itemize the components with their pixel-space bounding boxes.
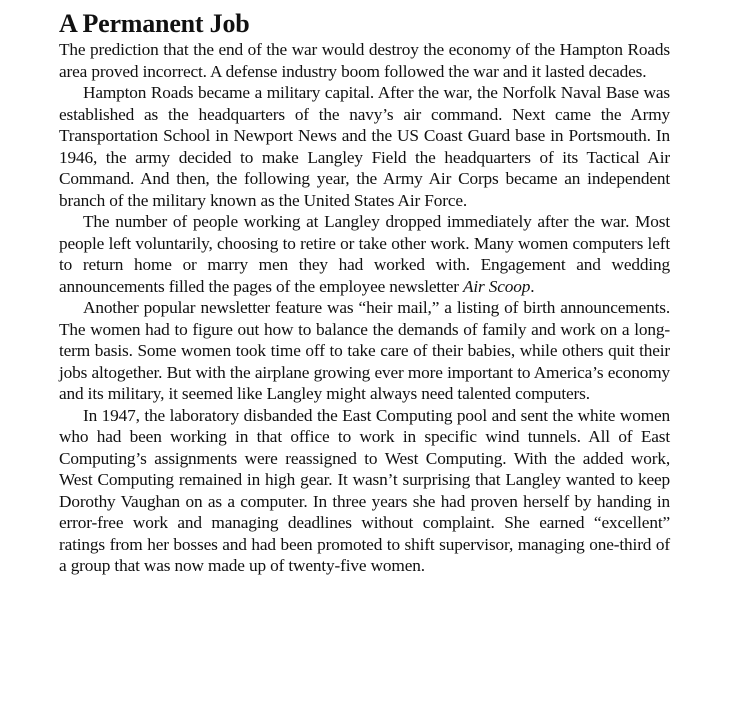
paragraph-5: In 1947, the laboratory disbanded the East Computing pool and sent the white women who had been working in that office to work in specific wind tunnels. All of East Computing’s assignments were reassigned to West Computing. With the added work, West Computing remained in high gear. It wasn’t surprising that Langley wanted to keep Dorothy Vaughan on as a computer. In three years she had proven herself by handing in error-free work and managing deadlines without complaint. She earned “excellent” ratings from her bosses and had been promoted to shift supervisor, managing one-third of a group that was now made up of twenty-five women. xyxy=(59,405,670,575)
paragraph-3 xyxy=(59,211,670,297)
paragraph-3-text: The number of people working at Langley dropped immediately after the war. Most people left voluntarily, choosing to retire or take other work. Many women computers left to return home or marry men they had worked with. Engagement and wedding announcements filled the pages of the employee newsletter xyxy=(59,212,670,296)
newsletter-title-italic: Air Scoop xyxy=(462,276,531,296)
document-page xyxy=(59,9,670,577)
paragraph-3-end: . xyxy=(530,276,535,296)
section-title: A Permanent Job xyxy=(59,9,250,38)
paragraph-4: Another popular newsletter feature was “heir mail,” a listing of birth announcements. The women had to figure out how to balance the demands of family and work on a long-term basis. Some women took time off to take care of their babies, while others quit their jobs altogether. But with the airplane growing ever more important to America’s economy and its military, it seemed like Langley might always need talented computers. xyxy=(59,298,670,403)
paragraph-1: The prediction that the end of the war would destroy the economy of the Hampton Roads area proved incorrect. A defense industry boom followed the war and it lasted decades. xyxy=(59,40,670,81)
paragraph-2: Hampton Roads became a military capital. After the war, the Norfolk Naval Base was established as the headquarters of the navy’s air command. Next came the Army Transportation School in Newport News and the US Coast Guard base in Portsmouth. In 1946, the army decided to make Langley Field the headquarters of its Tactical Air Command. And then, the following year, the Army Air Corps became an independent branch of the military known as the United States Air Force. xyxy=(59,83,670,210)
